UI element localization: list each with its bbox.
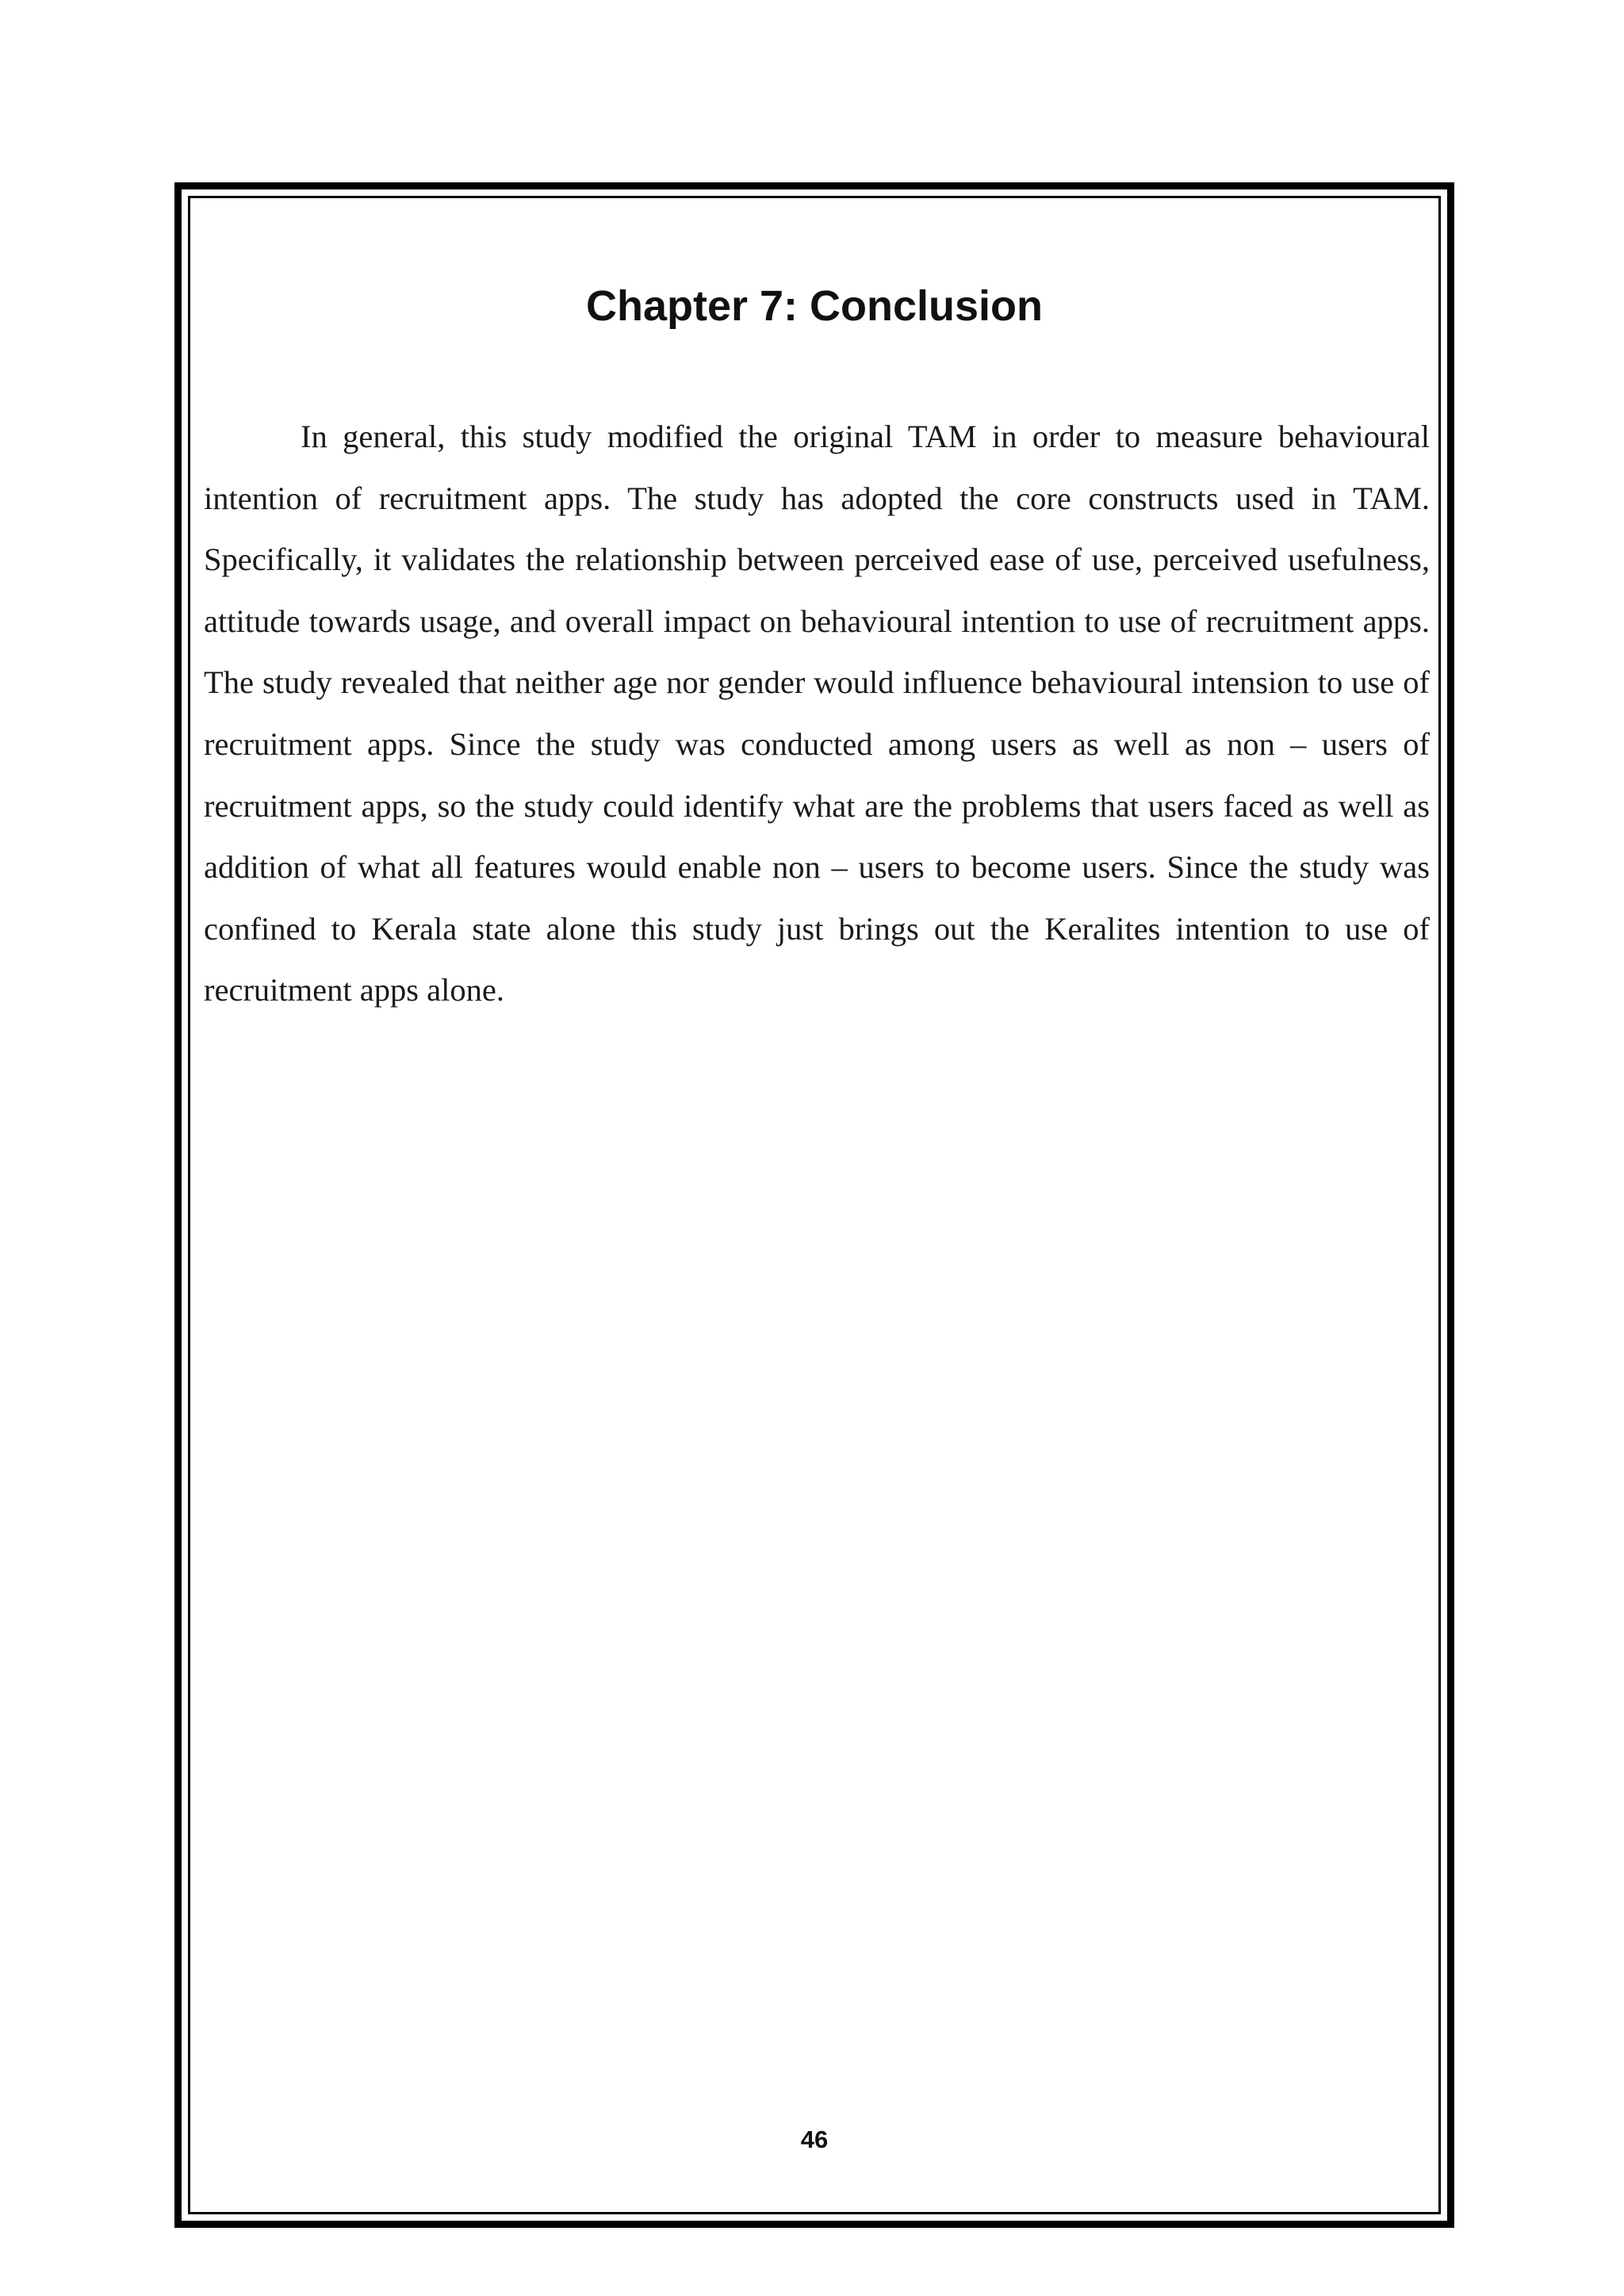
- chapter-title: Chapter 7: Conclusion: [585, 282, 1044, 330]
- page-border: [174, 182, 1454, 2228]
- conclusion-paragraph: In general, this study modified the original TAM in order to measure behavioural intention of recruitment apps. The study has adopted the core constructs used in TAM. Specifically, it validates the relationship between perceived ease of use, perceived usefulness, attitude towards usage, and overall impact on behavioural intention to use of recruitment apps. The study revealed that neither age nor gender would influence behavioural intension to use of recruitment apps. Since the study was conducted among users as well as non – users of recruitment apps, so the study could identify what are the problems that users faced as well as addition of what all features would enable non – users to become users. Since the study was confined to Kerala state alone this study just brings out the Keralites intention to use of recruitment apps alone.: [204, 419, 1430, 1008]
- page-number: 46: [800, 2126, 829, 2153]
